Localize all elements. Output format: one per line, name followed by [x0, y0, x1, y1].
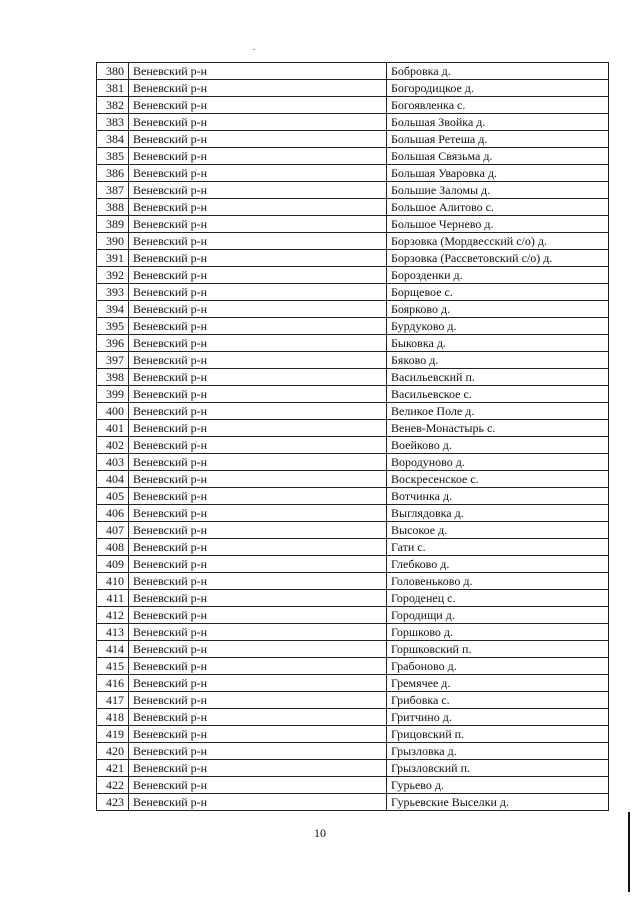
table-row [97, 335, 609, 352]
table-row [97, 505, 609, 522]
district-cell: Веневский р-н [129, 522, 387, 539]
settlement-cell: Вотчинка д. [387, 488, 609, 505]
district-cell: Веневский р-н [129, 182, 387, 199]
settlement-cell: Боярково д. [387, 301, 609, 318]
row-number: 403 [97, 454, 129, 471]
settlement-cell: Гурьево д. [387, 777, 609, 794]
district-cell: Веневский р-н [129, 352, 387, 369]
settlement-cell: Большие Заломы д. [387, 182, 609, 199]
settlement-cell: Городенец с. [387, 590, 609, 607]
settlement-cell: Высокое д. [387, 522, 609, 539]
settlement-cell: Борзовка (Рассветовский с/о) д. [387, 250, 609, 267]
settlement-cell: Воейково д. [387, 437, 609, 454]
settlement-cell: Большая Связьма д. [387, 148, 609, 165]
settlement-cell: Васильевский п. [387, 369, 609, 386]
table-row [97, 556, 609, 573]
district-cell: Веневский р-н [129, 539, 387, 556]
row-number: 423 [97, 794, 129, 811]
table-row [97, 114, 609, 131]
district-cell: Веневский р-н [129, 233, 387, 250]
row-number: 398 [97, 369, 129, 386]
row-number: 401 [97, 420, 129, 437]
settlement-cell: Борщевое с. [387, 284, 609, 301]
settlement-cell: Борозденки д. [387, 267, 609, 284]
district-cell: Веневский р-н [129, 624, 387, 641]
table-row [97, 318, 609, 335]
table-row [97, 284, 609, 301]
table-row [97, 97, 609, 114]
settlement-cell: Воскресенское с. [387, 471, 609, 488]
table-row [97, 199, 609, 216]
settlement-cell: Бурдуково д. [387, 318, 609, 335]
settlement-cell: Большое Алитово с. [387, 199, 609, 216]
row-number: 406 [97, 505, 129, 522]
table-row [97, 658, 609, 675]
table-row [97, 80, 609, 97]
district-cell: Веневский р-н [129, 369, 387, 386]
settlement-cell: Гати с. [387, 539, 609, 556]
row-number: 387 [97, 182, 129, 199]
row-number: 397 [97, 352, 129, 369]
district-cell: Веневский р-н [129, 692, 387, 709]
district-cell: Веневский р-н [129, 471, 387, 488]
settlement-cell: Богородицкое д. [387, 80, 609, 97]
district-cell: Веневский р-н [129, 114, 387, 131]
district-cell: Веневский р-н [129, 80, 387, 97]
row-number: 399 [97, 386, 129, 403]
row-number: 410 [97, 573, 129, 590]
district-cell: Веневский р-н [129, 97, 387, 114]
settlement-cell: Большая Уваровка д. [387, 165, 609, 182]
row-number: 413 [97, 624, 129, 641]
settlement-cell: Большая Звойка д. [387, 114, 609, 131]
settlement-cell: Головеньково д. [387, 573, 609, 590]
table-row [97, 641, 609, 658]
table-row [97, 403, 609, 420]
table-row [97, 692, 609, 709]
row-number: 391 [97, 250, 129, 267]
table-row [97, 267, 609, 284]
district-cell: Веневский р-н [129, 63, 387, 80]
row-number: 407 [97, 522, 129, 539]
settlement-cell: Гритчино д. [387, 709, 609, 726]
row-number: 416 [97, 675, 129, 692]
settlement-cell: Грызловский п. [387, 760, 609, 777]
row-number: 394 [97, 301, 129, 318]
settlement-cell: Гремячее д. [387, 675, 609, 692]
district-cell: Веневский р-н [129, 335, 387, 352]
settlement-cell: Горшковский п. [387, 641, 609, 658]
scan-speck [253, 49, 255, 50]
district-cell: Веневский р-н [129, 641, 387, 658]
district-cell: Веневский р-н [129, 607, 387, 624]
settlement-cell: Великое Поле д. [387, 403, 609, 420]
row-number: 393 [97, 284, 129, 301]
table-row [97, 369, 609, 386]
table-row [97, 488, 609, 505]
district-cell: Веневский р-н [129, 675, 387, 692]
row-number: 392 [97, 267, 129, 284]
settlement-cell: Грицовский п. [387, 726, 609, 743]
table-row [97, 709, 609, 726]
table-row [97, 760, 609, 777]
district-cell: Веневский р-н [129, 658, 387, 675]
district-cell: Веневский р-н [129, 794, 387, 811]
district-cell: Веневский р-н [129, 777, 387, 794]
district-cell: Веневский р-н [129, 403, 387, 420]
row-number: 417 [97, 692, 129, 709]
table-row [97, 522, 609, 539]
district-cell: Веневский р-н [129, 131, 387, 148]
district-cell: Веневский р-н [129, 250, 387, 267]
row-number: 421 [97, 760, 129, 777]
table-row [97, 573, 609, 590]
row-number: 419 [97, 726, 129, 743]
district-cell: Веневский р-н [129, 437, 387, 454]
table-row [97, 148, 609, 165]
district-cell: Веневский р-н [129, 420, 387, 437]
row-number: 380 [97, 63, 129, 80]
row-number: 411 [97, 590, 129, 607]
settlement-cell: Быковка д. [387, 335, 609, 352]
district-cell: Веневский р-н [129, 148, 387, 165]
district-cell: Веневский р-н [129, 165, 387, 182]
district-cell: Веневский р-н [129, 726, 387, 743]
table-row [97, 624, 609, 641]
table-row [97, 777, 609, 794]
row-number: 383 [97, 114, 129, 131]
district-cell: Веневский р-н [129, 760, 387, 777]
table-row [97, 471, 609, 488]
row-number: 414 [97, 641, 129, 658]
settlement-cell: Городищи д. [387, 607, 609, 624]
settlement-cell: Бяково д. [387, 352, 609, 369]
district-cell: Веневский р-н [129, 301, 387, 318]
table-row [97, 216, 609, 233]
district-cell: Веневский р-н [129, 556, 387, 573]
row-number: 396 [97, 335, 129, 352]
district-cell: Веневский р-н [129, 743, 387, 760]
table-row [97, 437, 609, 454]
settlement-cell: Грибовка с. [387, 692, 609, 709]
district-cell: Веневский р-н [129, 318, 387, 335]
table-row [97, 675, 609, 692]
row-number: 415 [97, 658, 129, 675]
table-row [97, 352, 609, 369]
table-row [97, 539, 609, 556]
row-number: 408 [97, 539, 129, 556]
scan-edge-mark [628, 812, 630, 892]
settlement-cell: Выглядовка д. [387, 505, 609, 522]
district-cell: Веневский р-н [129, 199, 387, 216]
district-cell: Веневский р-н [129, 573, 387, 590]
district-cell: Веневский р-н [129, 216, 387, 233]
table-row [97, 165, 609, 182]
settlement-cell: Вородуново д. [387, 454, 609, 471]
table-row [97, 726, 609, 743]
row-number: 395 [97, 318, 129, 335]
settlement-cell: Горшково д. [387, 624, 609, 641]
table-row [97, 63, 609, 80]
row-number: 404 [97, 471, 129, 488]
row-number: 412 [97, 607, 129, 624]
row-number: 390 [97, 233, 129, 250]
row-number: 388 [97, 199, 129, 216]
settlement-cell: Большое Чернево д. [387, 216, 609, 233]
table-row [97, 454, 609, 471]
table-row [97, 301, 609, 318]
table-row [97, 420, 609, 437]
table-row [97, 182, 609, 199]
row-number: 385 [97, 148, 129, 165]
district-cell: Веневский р-н [129, 488, 387, 505]
row-number: 381 [97, 80, 129, 97]
table-row [97, 743, 609, 760]
table-row [97, 250, 609, 267]
table-row [97, 233, 609, 250]
row-number: 422 [97, 777, 129, 794]
row-number: 418 [97, 709, 129, 726]
settlement-cell: Бобровка д. [387, 63, 609, 80]
settlements-table [96, 62, 609, 811]
settlement-cell: Грызловка д. [387, 743, 609, 760]
settlement-cell: Глебково д. [387, 556, 609, 573]
row-number: 420 [97, 743, 129, 760]
district-cell: Веневский р-н [129, 709, 387, 726]
row-number: 384 [97, 131, 129, 148]
page-number: 10 [314, 826, 326, 840]
settlement-cell: Богоявленка с. [387, 97, 609, 114]
district-cell: Веневский р-н [129, 454, 387, 471]
settlement-cell: Васильевское с. [387, 386, 609, 403]
table-row [97, 607, 609, 624]
row-number: 405 [97, 488, 129, 505]
settlement-cell: Грабоново д. [387, 658, 609, 675]
district-cell: Веневский р-н [129, 386, 387, 403]
district-cell: Веневский р-н [129, 505, 387, 522]
settlements-table-body [97, 63, 609, 811]
row-number: 389 [97, 216, 129, 233]
district-cell: Веневский р-н [129, 590, 387, 607]
settlement-cell: Венев-Монастырь с. [387, 420, 609, 437]
district-cell: Веневский р-н [129, 267, 387, 284]
table-row [97, 590, 609, 607]
table-row [97, 794, 609, 811]
row-number: 402 [97, 437, 129, 454]
row-number: 409 [97, 556, 129, 573]
row-number: 382 [97, 97, 129, 114]
settlement-cell: Гурьевские Выселки д. [387, 794, 609, 811]
settlement-cell: Большая Ретеша д. [387, 131, 609, 148]
district-cell: Веневский р-н [129, 284, 387, 301]
table-row [97, 131, 609, 148]
row-number: 400 [97, 403, 129, 420]
row-number: 386 [97, 165, 129, 182]
settlement-cell: Борзовка (Мордвесский с/о) д. [387, 233, 609, 250]
table-row [97, 386, 609, 403]
